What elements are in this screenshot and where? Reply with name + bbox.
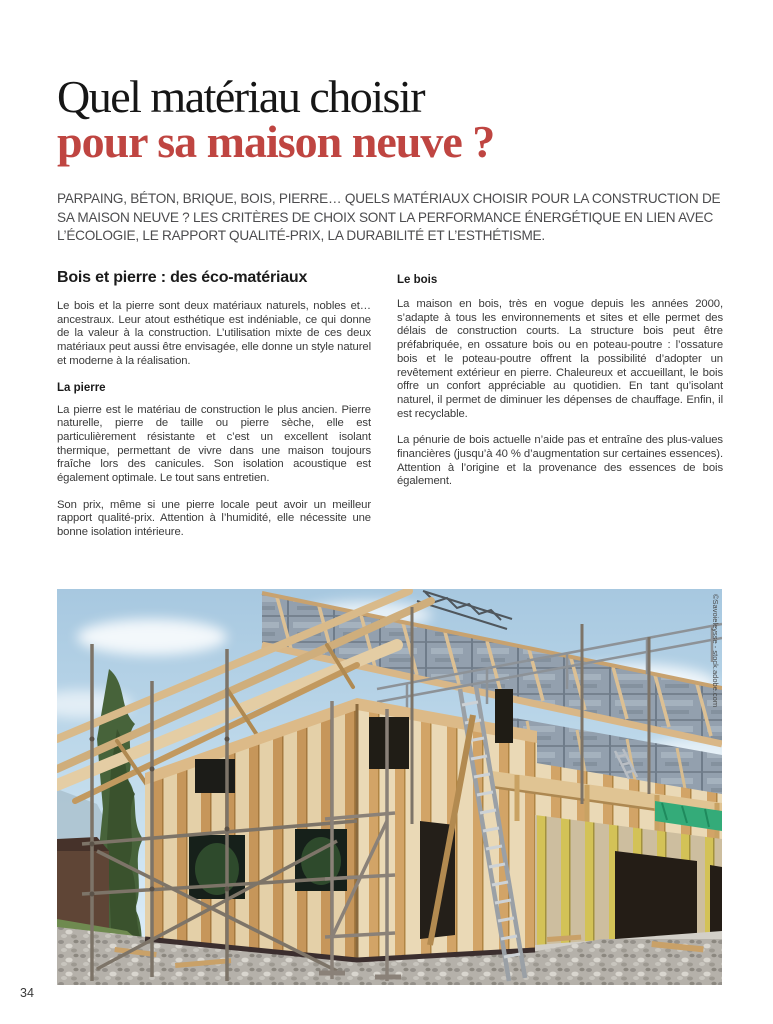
paragraph-wood-1: La maison en bois, très en vogue depuis les années 2000, s’adapte à tous les environnements et sites et elle permet des délais de construction courts. La structure bois peut être préfabriquée, en ossature bois ou en poteau-poutre : l’ossature bois et le poteau-poutre offrent la possibilité d’adopter un revêtement extérieur en pierre. Chaleureux et accueillant, le bois offre un confort appréciable au quotidien. En tant qu’isolant naturel, il permet de diminuer les dépenses de chauffage. Enfin, il est recyclable.: [397, 298, 723, 420]
section-heading: Bois et pierre : des éco-matériaux: [57, 269, 308, 286]
title-line-2: pour sa maison neuve ?: [57, 116, 495, 167]
garage-opening-1: [615, 851, 697, 946]
construction-photo-illustration: [57, 589, 722, 985]
photo-credit: ©Savoieleysse - stock.adobe.com: [711, 594, 720, 708]
subheading-le-bois: Le bois: [397, 274, 438, 286]
window-opening-1: [189, 835, 245, 899]
article-standfirst: PARPAING, BÉTON, BRIQUE, BOIS, PIERRE… QUELS MATÉRIAUX CHOISIR POUR LA CONSTRUCTION DE SA MAISON NEUVE ? LES CRITÈRES DE CHOIX SONT LA PERFORMANCE ÉNERGÉTIQUE EN LIEN AVEC L’ÉCOLOGIE, LE RAPPORT QUALITÉ-PRIX, LA DURABILITÉ ET L’ESTHÉTISME.: [57, 191, 721, 243]
page-number: 34: [20, 986, 34, 1000]
column-right: [397, 269, 723, 502]
paragraph-wood-2: La pénurie de bois actuelle n’aide pas et entraîne des plus-values financières (jusqu’à 40 % d’augmentation sur certaines essences). Attention à l’origine et la provenance des essences de bois également.: [397, 434, 723, 488]
title-line-1: Quel matériau choisir: [57, 71, 425, 122]
construction-photo: [57, 589, 722, 985]
shed: [57, 851, 109, 931]
paragraph-stone-2: Son prix, même si une pierre locale peut avoir un meilleur rapport qualité-prix. Attention à l’humidité, elle nécessite une bonne isolation intérieure.: [57, 498, 371, 539]
paragraph-stone-1: La pierre est le matériau de construction le plus ancien. Pierre naturelle, pierre de taille ou pierre sèche, elle est particulièrement résistante et c’est un excellent isolant thermique, permettant de vivre dans une maison toujours fraîche lors des canicules. Son isolation acoustique est également optimale. Le tout sans entretien.: [57, 403, 371, 485]
upper-window-slot: [495, 689, 513, 743]
garage-opening-2: [710, 865, 722, 935]
subheading-la-pierre: La pierre: [57, 381, 106, 394]
gable-upper-window: [195, 759, 235, 793]
article-title: [57, 71, 495, 167]
column-left: [57, 269, 371, 553]
front-upper-window: [369, 717, 409, 769]
paragraph-intro-materials: Le bois et la pierre sont deux matériaux naturels, nobles et… ancestraux. Leur atout esthétique est indéniable, ce qui donne de la valeur à la construction. L’utilisation mixte de ces deux matériaux peut aussi être envisagée, elle donne un style naturel et moderne à la réalisation.: [57, 300, 371, 367]
